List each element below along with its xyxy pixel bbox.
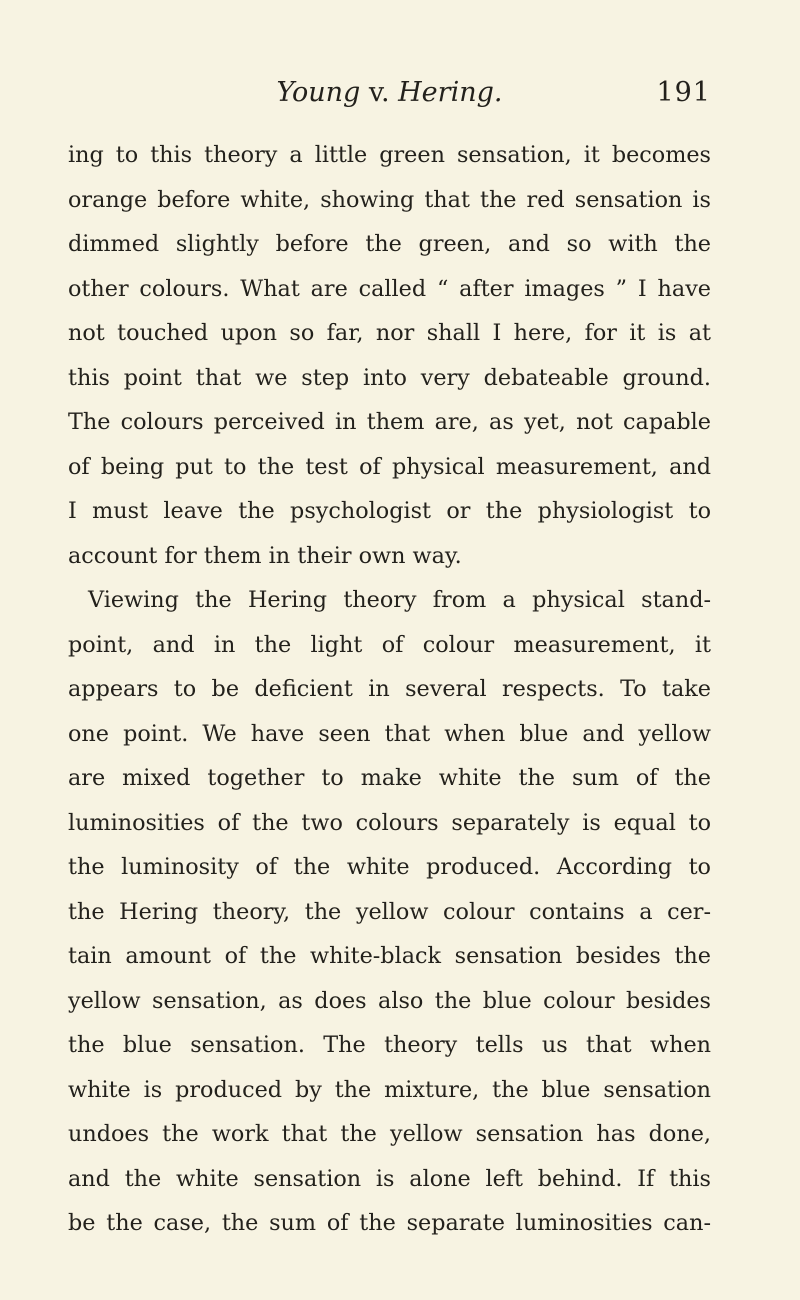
text-line: the luminosity of the white produced. According to [68,854,711,880]
text-line: ing to this theory a little green sensation, it becomes [68,142,711,168]
text-line: tain amount of the white-black sensation besides the [68,943,711,969]
text-line: the blue sensation. The theory tells us that when [68,1032,711,1058]
paragraph-end-line: account for them in their own way. [68,542,462,569]
text-line: dimmed slightly before the green, and so with the [68,231,711,257]
text-line: be the case, the sum of the separate luminosities can- [68,1210,711,1236]
text-line: point, and in the light of colour measurement, it [68,631,711,658]
text-line: and the white sensation is alone left behind. If this [68,1165,711,1192]
title-separator: v. [360,77,399,108]
title-young: Young [276,77,361,108]
title-hering: Hering. [398,77,503,108]
text-line: appears to be deficient in several respects. To take [68,676,711,702]
text-line: not touched upon so far, nor shall I here, for it is at [68,320,711,346]
page-number: 191 [656,77,711,108]
text-line: orange before white, showing that the red sensation is [68,186,711,213]
text-line: luminosities of the two colours separately is equal to [68,809,711,836]
running-title [68,70,711,116]
running-head [68,70,711,116]
text-line: white is produced by the mixture, the blue sensation [68,1076,711,1103]
text-line: one point. We have seen that when blue and yellow [68,720,711,747]
body-text [68,133,711,1246]
text-line: undoes the work that the yellow sensation has done, [68,1121,711,1147]
paragraph-start-line: Viewing the Hering theory from a physical stand- [88,587,711,613]
text-line: yellow sensation, as does also the blue colour besides [68,987,711,1014]
text-line: I must leave the psychologist or the physiologist to [68,498,711,524]
text-line: this point that we step into very debateable ground. [68,364,711,391]
text-line: the Hering theory, the yellow colour contains a cer- [68,898,711,925]
text-line: other colours. What are called “ after images ” I have [68,275,711,302]
text-line: of being put to the test of physical measurement, and [68,453,711,480]
text-line: The colours perceived in them are, as yet, not capable [68,409,711,435]
text-line: are mixed together to make white the sum of the [68,765,711,791]
